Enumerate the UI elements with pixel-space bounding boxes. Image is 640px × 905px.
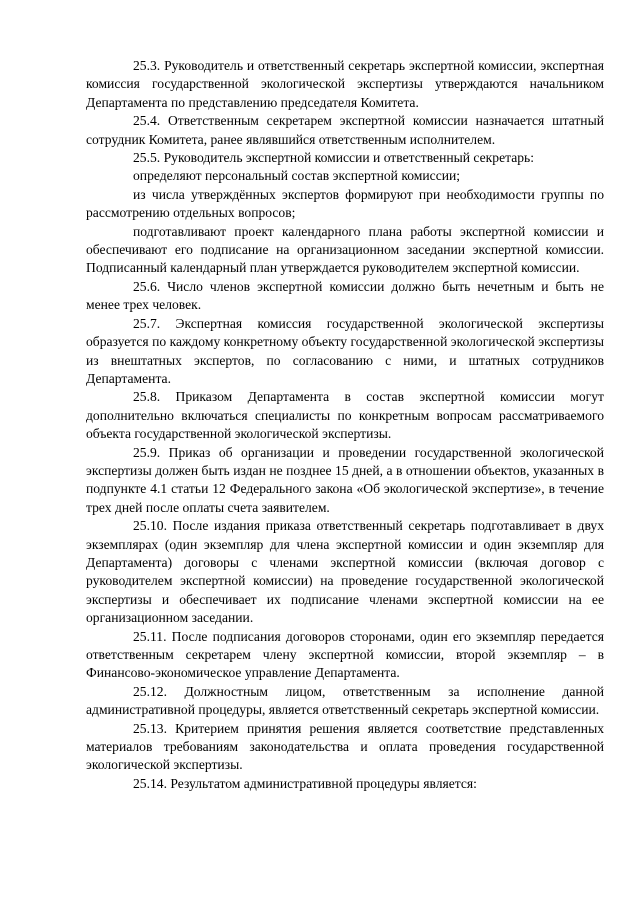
paragraph-25-5: 25.5. Руководитель экспертной комиссии и ответственный секретарь: [133,150,535,166]
list-item-groups: из числа утверждённых экспертов формируют при необходимости группы по рассмотрению отдельных вопросов; [86,186,604,221]
paragraph-25-6: 25.6. Число членов экспертной комиссии должно быть нечетным и быть не менее трех человек. [86,278,604,313]
paragraph-25-14: 25.14. Результатом административной процедуры является: [133,775,477,791]
paragraph-25-13: 25.13. Критерием принятия решения является соответствие представленных материалов требованиям законодательства и оплата проведения государственной экологической экспертизы. [86,720,604,773]
paragraph-25-4: 25.4. Ответственным секретарем экспертной комиссии назначается штатный сотрудник Комитета, ранее являвшийся ответственным исполнителем. [86,113,604,147]
paragraph-25-12: 25.12. Должностным лицом, ответственным за исполнение данной административной процедуры, является ответственный секретарь экспертной комиссии. [86,683,604,718]
list-item-calendar-plan: подготавливают проект календарного плана работы экспертной комиссии и обеспечивают его подписание на организационном заседании экспертной комиссии. Подписанный календарный план утверждается руководителем экспертной комиссии. [86,223,604,276]
paragraph-25-10: 25.10. После издания приказа ответственный секретарь подготавливает в двух экземплярах (один экземпляр для члена экспертной комиссии и один экземпляр для Департамента) договоры с членами экспертной комиссии (включая договор с руководителем экспертной комиссии) на проведение государственной экологической экспертизы и обеспечивает их подписание членами экспертной комиссии на ее организационном заседании. [86,518,604,626]
list-item-composition: определяют персональный состав экспертной комиссии; [133,168,461,184]
paragraph-25-9: 25.9. Приказ об организации и проведении государственной экологической экспертизы должен быть издан не позднее 15 дней, а в отношении объектов, указанных в подпункте 4.1 статьи 12 Федерального закона «Об экологической экспертизе», в течение трех дней после оплаты счета заявителем. [86,444,604,515]
paragraph-25-8: 25.8. Приказом Департамента в состав экспертной комиссии могут дополнительно включаться специалисты по конкретным вопросам рассматриваемого объекта государственной экологической экспертизы. [86,389,604,442]
paragraph-25-3: 25.3. Руководитель и ответственный секретарь экспертной комиссии, экспертная комиссия государственной экологической экспертизы утверждаются начальником Департамента по представлению председателя Комитета. [86,58,604,110]
paragraph-25-7: 25.7. Экспертная комиссия государственной экологической экспертизы образуется по каждому конкретному объекту государственной экологической экспертизы из внештатных экспертов, по согласованию с ними, и штатных сотрудников Департамента. [86,315,604,386]
paragraph-25-11: 25.11. После подписания договоров сторонами, один его экземпляр передается ответственным секретарем члену экспертной комиссии, второй экземпляр – в Финансово-экономическое управление Департамента. [86,628,604,681]
